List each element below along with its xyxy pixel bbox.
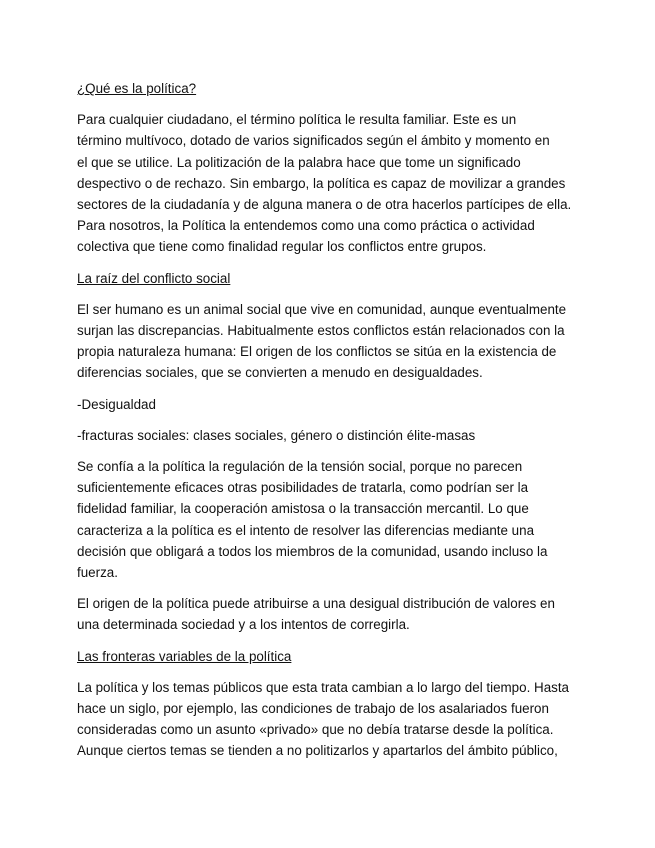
paragraph-definicion-politica [77, 109, 582, 257]
heading-raiz-conflicto-social: La raíz del conflicto social [77, 270, 231, 286]
text-line: consideradas como un asunto «privado» que no debía tratarse desde la política. [77, 722, 554, 738]
paragraph-origen-politica [77, 593, 582, 635]
text-line: Aunque ciertos temas se tienden a no politizarlos y apartarlos del ámbito público, [77, 743, 558, 759]
text-line: La política y los temas públicos que esta trata cambian a lo largo del tiempo. Hasta [77, 679, 570, 695]
text-line: el que se utilice. La politización de la palabra hace que tome un significado [77, 154, 521, 170]
text-line: diferencias sociales, que se convierten a menudo en desigualdades. [77, 365, 483, 381]
text-line: El ser humano es un animal social que vive en comunidad, aunque eventualmente [77, 301, 567, 317]
paragraph-ser-humano [77, 299, 582, 384]
text-line: fuerza. [77, 565, 118, 581]
text-line: suficientemente eficaces otras posibilidades de tratarla, como podrían ser la [77, 480, 529, 496]
paragraph-temas-publicos [77, 677, 582, 762]
text-line: caracteriza a la política es el intento de resolver las diferencias mediante una [77, 522, 535, 538]
text-line: término multívoco, dotado de varios significados según el ámbito y momento en [77, 133, 550, 149]
text-line: Se confía a la política la regulación de la tensión social, porque no parecen [77, 459, 523, 475]
text-line: sectores de la ciudadanía y de alguna manera o de otra hacerlos partícipes de ella. [77, 197, 572, 213]
text-line: Para nosotros, la Política la entendemos como una como práctica o actividad [77, 218, 535, 234]
list-item-desigualdad [77, 394, 582, 415]
document-body [77, 78, 582, 772]
paragraph-regulacion-tension [77, 456, 582, 583]
text-line: El origen de la política puede atribuirse a una desigual distribución de valores en [77, 596, 555, 612]
text-line: despectivo o de rechazo. Sin embargo, la política es capaz de movilizar a grandes [77, 175, 566, 191]
text-line: surjan las discrepancias. Habitualmente estos conflictos están relacionados con la [77, 323, 565, 339]
text-line: Para cualquier ciudadano, el término política le resulta familiar. Este es un [77, 112, 517, 128]
text-line: propia naturaleza humana: El origen de los conflictos se sitúa en la existencia de [77, 344, 557, 360]
text-line: colectiva que tiene como finalidad regular los conflictos entre grupos. [77, 239, 487, 255]
text-line: hace un siglo, por ejemplo, las condiciones de trabajo de los asalariados fueron [77, 701, 549, 717]
list-item-fracturas-sociales [77, 425, 582, 446]
heading-fronteras-variables: Las fronteras variables de la política [77, 648, 292, 664]
text-line: fidelidad familiar, la cooperación amistosa o la transacción mercantil. Lo que [77, 501, 529, 517]
text-line: -fracturas sociales: clases sociales, género o distinción élite-masas [77, 427, 476, 443]
text-line: una determinada sociedad y a los intentos de corregirla. [77, 617, 410, 633]
heading-que-es-la-politica: ¿Qué es la política? [77, 81, 197, 96]
text-line: -Desigualdad [77, 396, 156, 412]
text-line: decisión que obligará a todos los miembros de la comunidad, usando incluso la [77, 543, 548, 559]
